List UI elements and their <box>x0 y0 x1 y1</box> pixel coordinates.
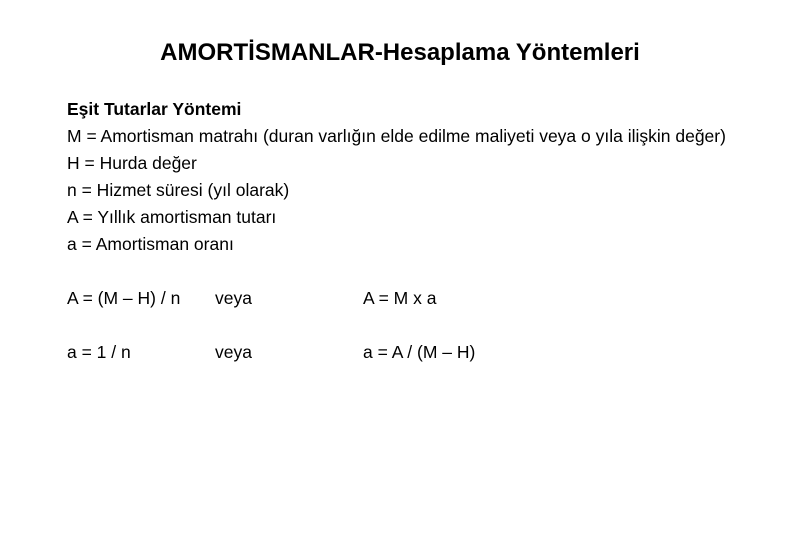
slide-title: AMORTİSMANLAR-Hesaplama Yöntemleri <box>160 39 640 66</box>
slide-body <box>67 98 747 395</box>
formula-left: a = 1 / n <box>67 342 131 362</box>
definition-item: n = Hizmet süresi (yıl olarak) <box>67 180 290 200</box>
formula-connector: veya <box>215 342 252 362</box>
definition-item: a = Amortisman oranı <box>67 234 234 254</box>
definition-item: M = Amortisman matrahı (duran varlığın elde edilme maliyeti veya o yıla ilişkin değer) <box>67 126 726 146</box>
formula-left: A = (M – H) / n <box>67 288 181 308</box>
formula-right: A = M x a <box>363 288 437 308</box>
spacer <box>67 260 747 287</box>
formula-row <box>67 341 747 363</box>
section-heading: Eşit Tutarlar Yöntemi <box>67 99 242 119</box>
formula-connector: veya <box>215 288 252 308</box>
definition-item: A = Yıllık amortisman tutarı <box>67 207 277 227</box>
formula-right: a = A / (M – H) <box>363 342 476 362</box>
definition-item: H = Hurda değer <box>67 153 197 173</box>
formula-row <box>67 287 747 309</box>
